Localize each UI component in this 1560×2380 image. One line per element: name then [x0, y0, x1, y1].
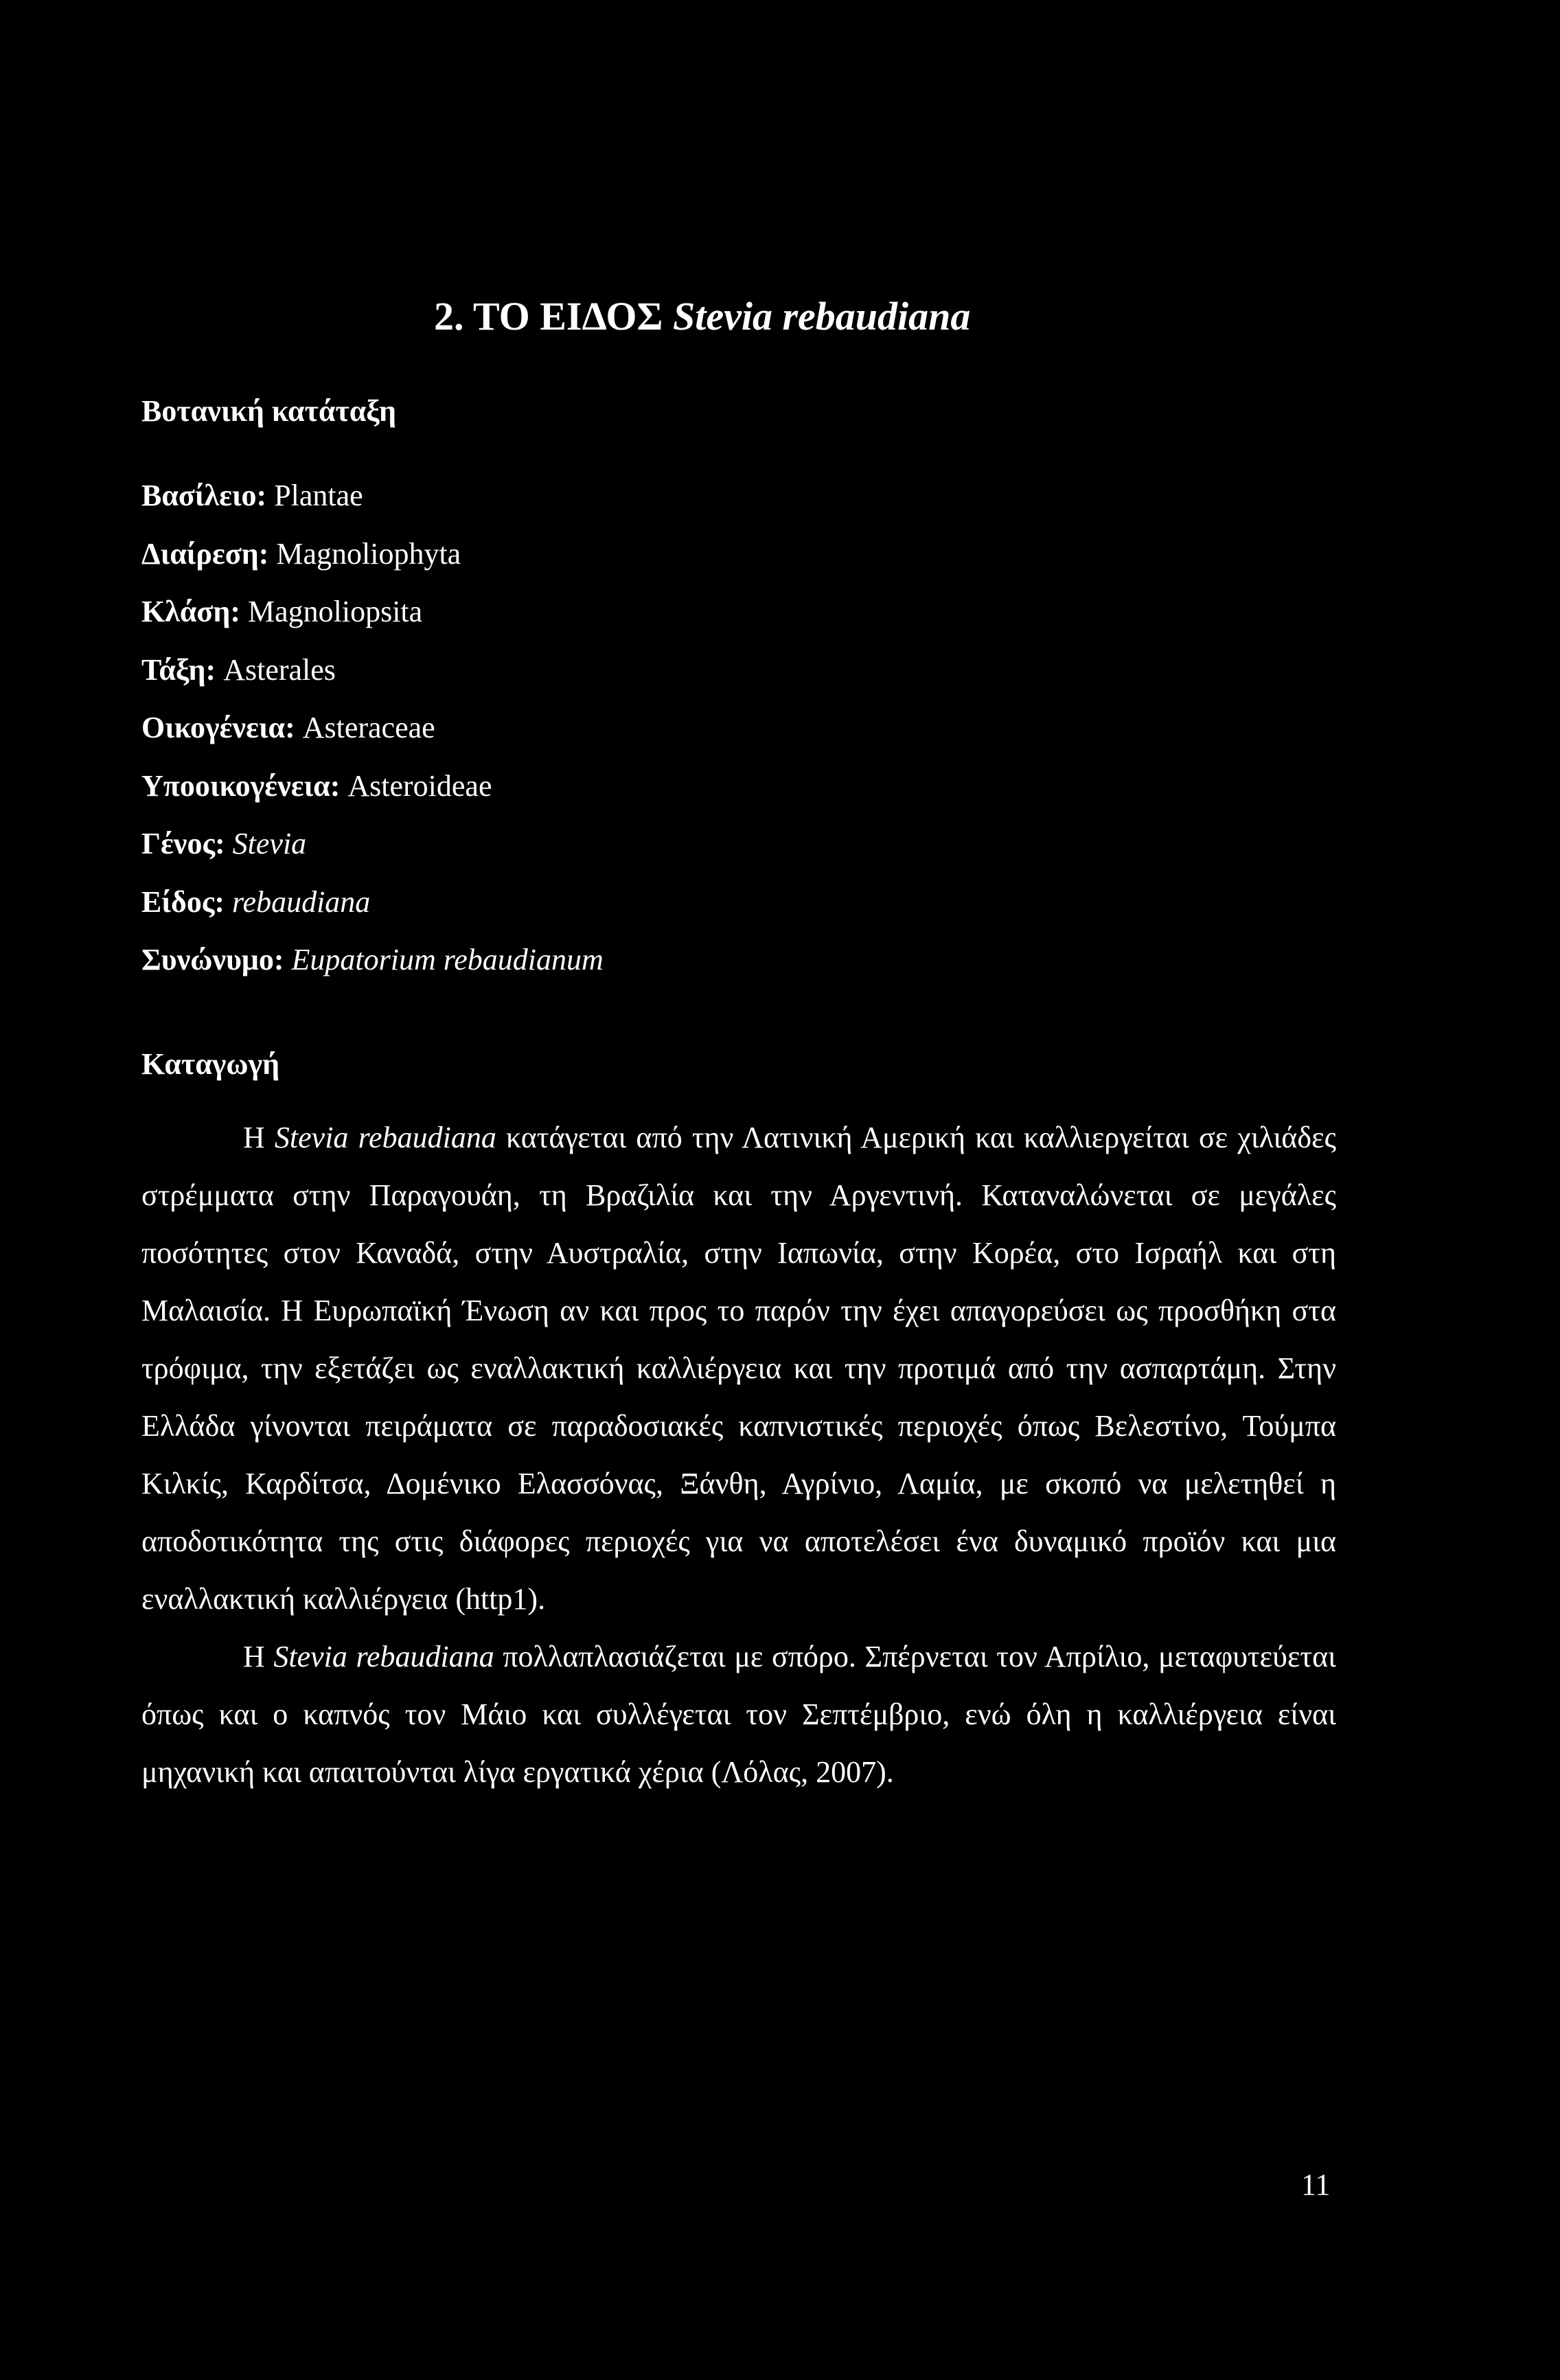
classification-value: Eupatorium rebaudianum — [291, 943, 604, 976]
classification-label: Συνώνυμο: — [141, 943, 284, 976]
classification-value: Asteroideae — [340, 768, 492, 803]
classification-row-kingdom — [141, 467, 604, 525]
classification-row-class — [141, 583, 604, 641]
paragraph-text: κατάγεται από την Λατινική Αμερική και καλλιεργείται σε χιλιάδες στρέμματα στην Παραγουάη, τη Βραζιλία και την Αργεντινή. Καταναλώνεται σε μεγάλες ποσότητες στον Καναδά, στην Αυστραλία, στην Ιαπωνία, στην Κορέα, στο Ισραήλ και στη Μαλαισία. Η Ευρωπαϊκή Ένωση αν και προς το παρόν την έχει απαγορεύσει ως προσθήκη στα τρόφιμα, την εξετάζει ως εναλλακτική καλλιέργεια και την προτιμά από την ασπαρτάμη. Στην Ελλάδα γίνονται πειράματα σε παραδοσιακές καπνιστικές περιοχές όπως Βελεστίνο, Τούμπα Κιλκίς, Καρδίτσα, Δομένικο Ελασσόνας, Ξάνθη, Αγρίνιο, Λαμία, με σκοπό να μελετηθεί η αποδοτικότητα της στις διάφορες περιοχές για να αποτελέσει ένα δυναμικό προϊόν και μια εναλλακτική καλλιέργεια (http1). — [141, 1121, 1336, 1616]
classification-value: rebaudiana — [232, 884, 371, 919]
classification-value: Magnoliopsita — [240, 595, 423, 628]
origin-heading: Καταγωγή — [141, 1047, 280, 1081]
paragraph-lead: Η — [243, 1640, 274, 1673]
classification-label: Γένος: — [141, 827, 225, 860]
classification-row-division — [141, 525, 604, 584]
paragraph-text: πολλαπλασιάζεται με σπόρο. Σπέρνεται τον Απρίλιο, μεταφυτεύεται όπως και ο καπνός τον Μάιο και συλλέγεται τον Σεπτέμβριο, ενώ όλη η καλλιέργεια είναι μηχανική και απαιτούνται λίγα εργατικά χέρια (Λόλας, 2007). — [141, 1640, 1336, 1789]
chapter-title — [434, 294, 971, 339]
classification-row-genus — [141, 815, 604, 873]
chapter-title-prefix: 2. ΤΟ ΕΙΔΟΣ — [434, 294, 673, 339]
classification-value: Stevia — [232, 827, 307, 860]
classification-row-family — [141, 699, 604, 757]
classification-value: Asteraceae — [295, 711, 435, 744]
species-name: Stevia rebaudiana — [274, 1121, 496, 1154]
origin-paragraph-2 — [141, 1628, 1336, 1801]
origin-body — [141, 1109, 1336, 1801]
species-name: Stevia rebaudiana — [273, 1640, 494, 1673]
chapter-title-species: Stevia rebaudiana — [672, 294, 971, 339]
classification-label: Βασίλειο: — [141, 479, 267, 512]
classification-row-order — [141, 641, 604, 700]
classification-label: Κλάση: — [141, 595, 240, 628]
classification-label: Οικογένεια: — [141, 711, 295, 744]
classification-list — [141, 467, 604, 989]
classification-row-species — [141, 873, 604, 932]
page-number: 11 — [1301, 2168, 1331, 2201]
origin-paragraph-1 — [141, 1109, 1336, 1628]
classification-row-subfamily — [141, 757, 604, 816]
classification-value: Asterales — [216, 652, 336, 687]
classification-label: Διαίρεση: — [141, 536, 269, 571]
classification-label: Υποοικογένεια: — [141, 768, 341, 803]
classification-heading: Βοτανική κατάταξη — [141, 394, 396, 428]
classification-value: Plantae — [266, 479, 363, 512]
classification-value: Magnoliophyta — [268, 536, 461, 571]
classification-row-synonym — [141, 931, 604, 989]
classification-label: Είδος: — [141, 884, 225, 919]
paragraph-lead: Η — [243, 1121, 275, 1154]
classification-label: Τάξη: — [141, 652, 216, 687]
